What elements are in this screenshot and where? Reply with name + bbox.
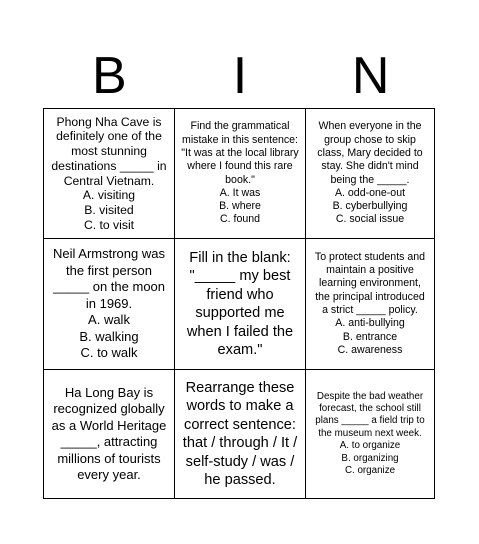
bingo-header	[44, 44, 436, 108]
cell-text: Find the grammatical mistake in this sentence: "It was at the local library where I found this rare book." A. It was B. where C. found	[181, 120, 299, 226]
bingo-cell-3[interactable]	[306, 109, 434, 239]
bingo-grid	[43, 108, 435, 499]
cell-text: Ha Long Bay is recognized globally as a World Heritage _____, attracting millions of tourists every year.	[51, 384, 167, 482]
cell-text: Phong Nha Cave is definitely one of the most stunning destinations _____ in Central Vietnam. A. visiting B. visited C. to visit	[51, 114, 167, 232]
bingo-cell-1[interactable]	[44, 109, 175, 239]
bingo-cell-2[interactable]	[175, 109, 306, 239]
cell-text: Despite the bad weather forecast, the school still plans _____ a field trip to the museum next week. A. to organize B. organizing C. organize	[315, 390, 425, 477]
bingo-cell-9[interactable]	[306, 370, 434, 498]
cell-text: To protect students and maintain a positive learning environment, the principal introduced a strict _____ policy. A. anti-bullying B. entrance C. awareness	[314, 250, 426, 356]
bingo-cell-8[interactable]	[175, 370, 306, 498]
cell-text: Neil Armstrong was the first person _____ on the moon in 1969. A. walk B. walking C. to walk	[52, 246, 166, 361]
bingo-cell-4[interactable]	[44, 239, 175, 370]
cell-text: When everyone in the group chose to skip class, Mary decided to stay. She didn't mind being the _____. A. odd-one-out B. cyberbullying C. social issue	[317, 120, 423, 226]
bingo-cell-5[interactable]	[175, 239, 306, 370]
bingo-cell-6[interactable]	[306, 239, 434, 370]
header-letter-b: B	[91, 47, 127, 105]
bingo-cell-7[interactable]	[44, 370, 175, 498]
header-letter-n: N	[351, 47, 390, 105]
cell-text: Rearrange these words to make a correct sentence: that / through / It / self-study / was / he passed.	[182, 379, 298, 488]
cell-text: Fill in the blank: "_____ my best friend who supported me when I failed the exam."	[186, 249, 294, 358]
header-letter-i: I	[232, 47, 248, 105]
